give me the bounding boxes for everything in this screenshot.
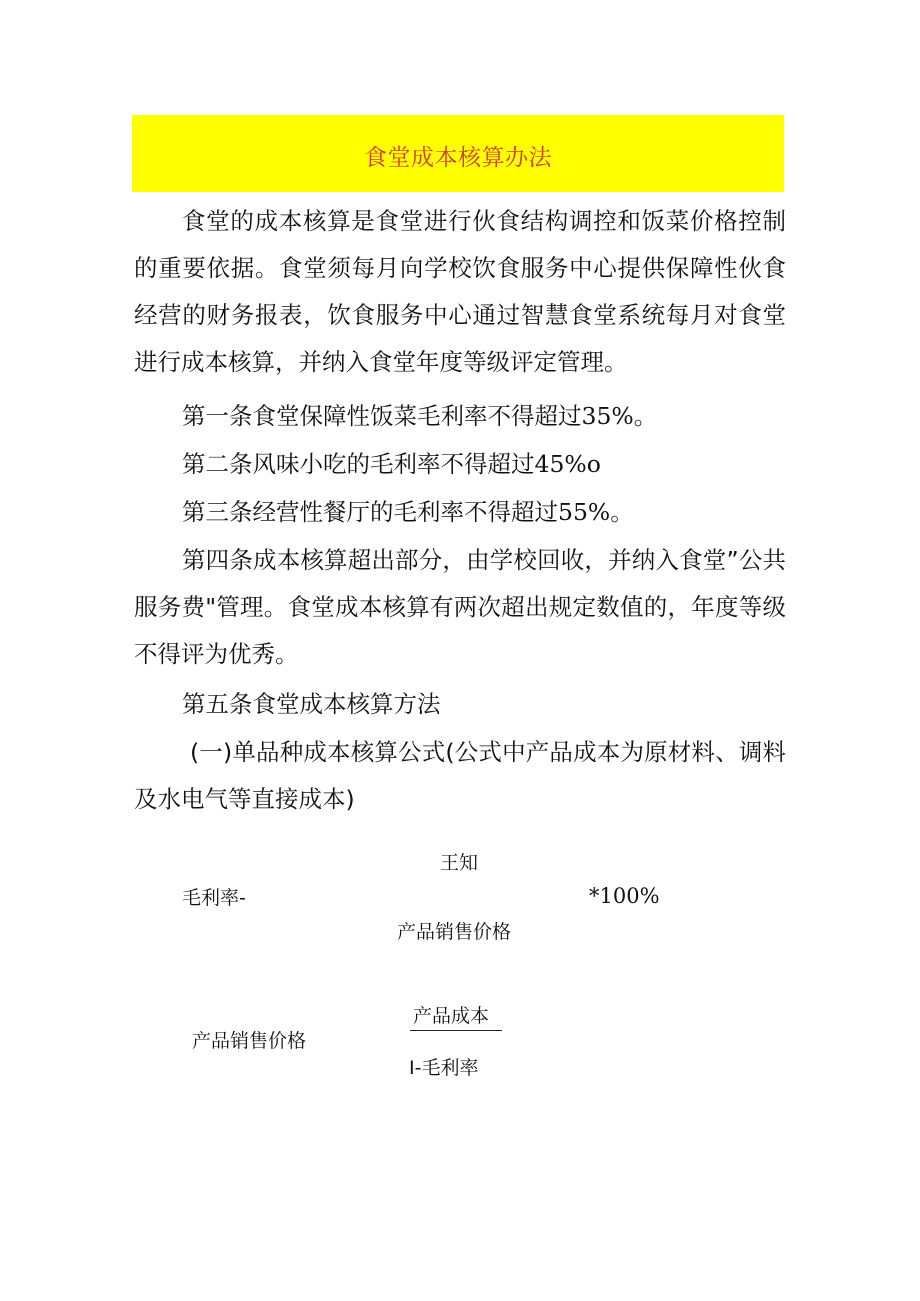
article-2 [182,441,601,488]
article-2-text: 第二条风味小吃的毛利率不得超过 [182,450,535,478]
formula2-numerator: 产品成本 [413,1005,490,1027]
intro-paragraph: 食堂的成本核算是食堂进行伙食结构调控和饭菜价格控制的重要依据。食堂须每月向学校饮食服务中心提供保障性伙食经营的财务报表，饮食服务中心通过智慧食堂系统每月对食堂进行成本核算，并纳入食堂年度等级评定管理。 [134,207,786,376]
formula1-lhs: 毛利率- [182,887,246,909]
document-title: 食堂成本核算办法 [364,145,552,171]
formula2-fraction-bar [410,1030,502,1031]
article-3-value: 55%。 [558,498,634,526]
article-3-text: 第三条经营性餐厅的毛利率不得超过 [182,498,558,526]
article-1-value: 35%。 [581,402,658,430]
title-band [132,115,784,192]
formula2-denominator: I-毛利率 [409,1057,479,1079]
formula1-numerator: 王知 [440,852,479,874]
formula1-denominator: 产品销售价格 [397,921,512,943]
article-1 [182,393,657,440]
article-5: 第五条食堂成本核算方法 [182,690,441,718]
article-5-item-1: (一)单品种成本核算公式(公式中产品成本为原材料、调料及水电气等直接成本) [134,738,786,813]
article-4: 第四条成本核算超出部分，由学校回收，并纳入食堂”公共服务费"管理。食堂成本核算有两次超出规定数值的，年度等级不得评为优秀。 [134,546,786,668]
formula1-multiplier: *100% [589,884,660,908]
article-2-value: 45%o [534,450,601,478]
article-3 [182,489,634,536]
formula2-lhs: 产品销售价格 [192,1030,307,1052]
article-1-text: 第一条食堂保障性饭菜毛利率不得超过 [182,402,582,430]
